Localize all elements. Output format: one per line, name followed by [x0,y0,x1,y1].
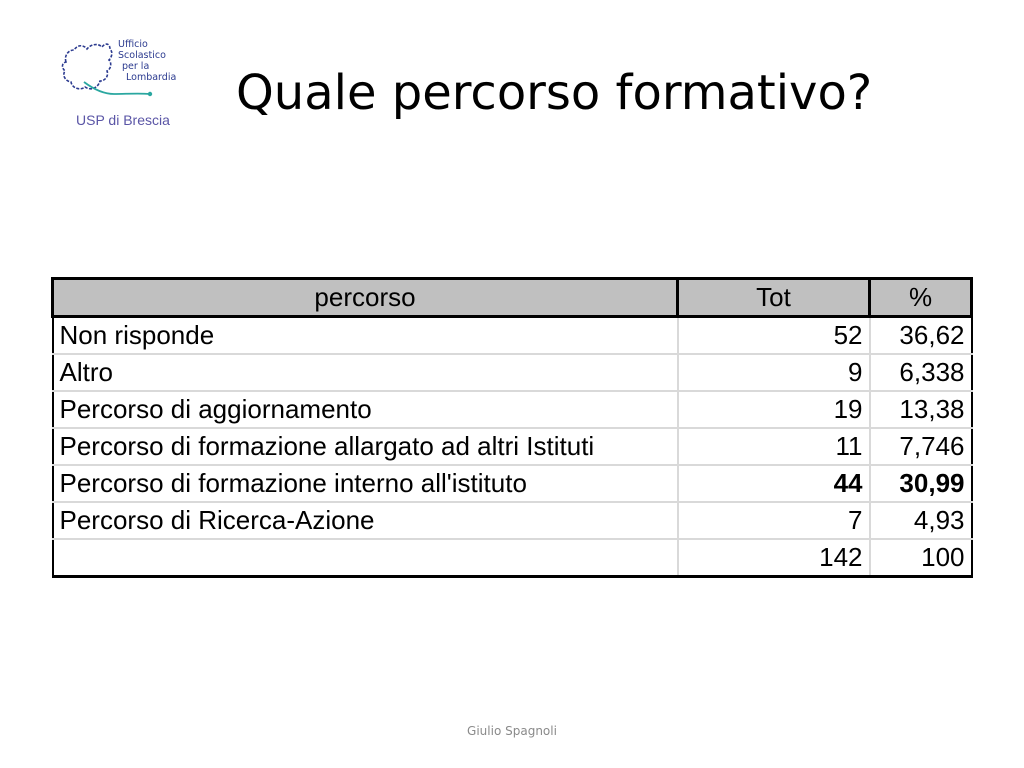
table-total-row [53,539,972,577]
cell-percent: 6,338 [870,354,972,391]
table-row [53,391,972,428]
header-tot: Tot [678,279,870,317]
cell-percorso: Percorso di formazione interno all'istituto [53,465,678,502]
cell-percorso: Non risponde [53,317,678,355]
cell-percent: 13,38 [870,391,972,428]
cell-percorso: Percorso di formazione allargato ad altri Istituti [53,428,678,465]
cell-percent: 4,93 [870,502,972,539]
cell-tot: 9 [678,354,870,391]
cell-tot: 11 [678,428,870,465]
cell-percorso: Altro [53,354,678,391]
footer-author: Giulio Spagnoli [467,724,557,738]
logo-line-2: Scolastico [118,50,166,61]
logo-line-1: Ufficio [118,39,148,50]
header-percorso: percorso [53,279,678,317]
cell-total-tot: 142 [678,539,870,577]
slide-title: Quale percorso formativo? [236,65,873,121]
logo-line-3: per la [122,61,150,72]
cell-percent: 36,62 [870,317,972,355]
cell-percorso: Percorso di Ricerca-Azione [53,502,678,539]
cell-tot: 44 [678,465,870,502]
table-row-highlighted [53,465,972,502]
cell-percorso: Percorso di aggiornamento [53,391,678,428]
cell-tot: 7 [678,502,870,539]
cell-percent: 7,746 [870,428,972,465]
table-row [53,317,972,355]
table-row [53,354,972,391]
logo-line-4: Lombardia [126,72,177,83]
cell-tot: 19 [678,391,870,428]
logo-subtitle: USP di Brescia [76,112,170,128]
cell-percorso [53,539,678,577]
usp-brescia-logo [58,36,193,131]
cell-total-percent: 100 [870,539,972,577]
table-header-row [53,279,972,317]
header-percent: % [870,279,972,317]
cell-percent: 30,99 [870,465,972,502]
table-row [53,502,972,539]
table-row [53,428,972,465]
cell-tot: 52 [678,317,870,355]
percorso-table [51,277,973,578]
